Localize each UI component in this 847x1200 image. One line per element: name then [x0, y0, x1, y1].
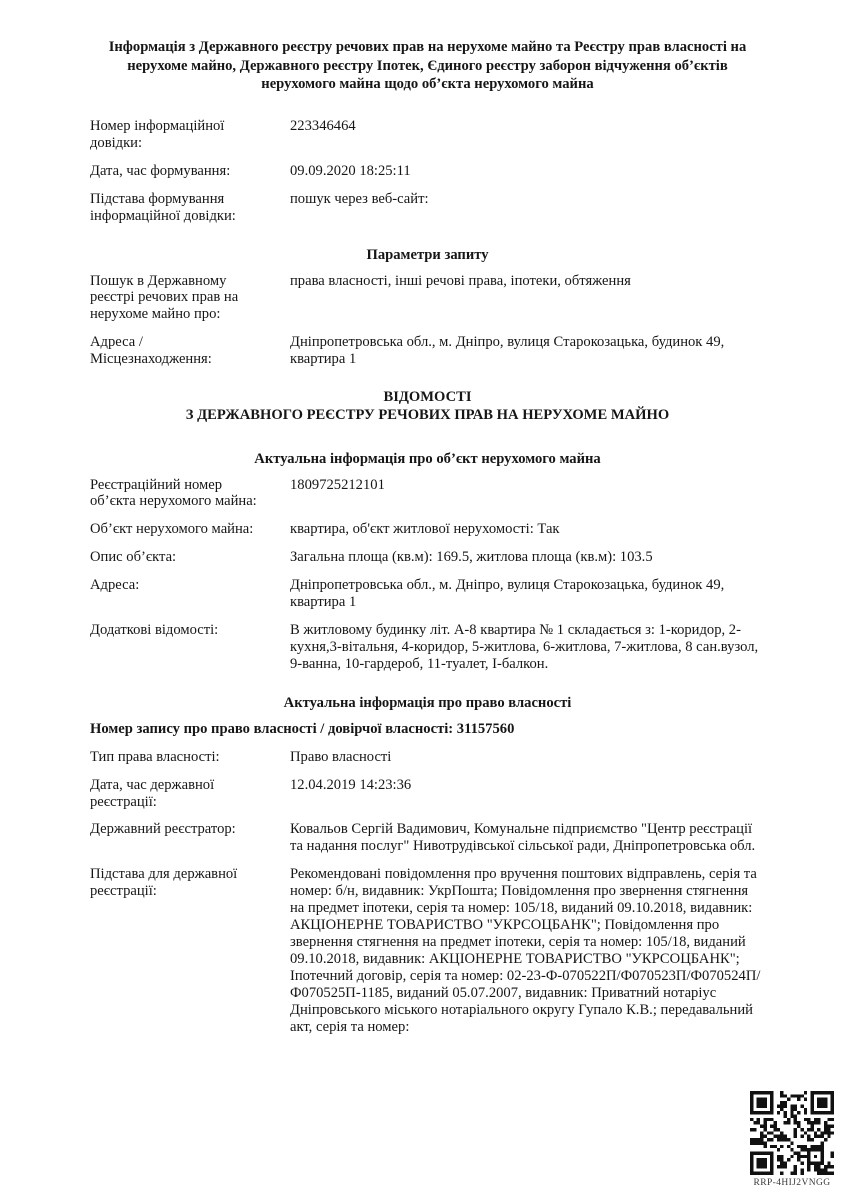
section-heading-query-params: Параметри запиту	[366, 246, 489, 263]
field-label: Дата, час державної реєстрації:	[90, 776, 215, 810]
field-value: 1809725212101	[290, 476, 385, 493]
field-value: 12.04.2019 14:23:36	[290, 776, 412, 793]
row-search-subject	[90, 273, 765, 324]
field-value: Загальна площа (кв.м): 169.5, житлова площа (кв.м): 103.5	[290, 549, 653, 566]
field-label: Опис об’єкта:	[90, 549, 177, 566]
field-label: Підстава для державної реєстрації:	[90, 866, 238, 900]
field-value: Право власності	[290, 748, 392, 765]
row-query-address	[90, 334, 765, 368]
field-label: Підстава формування інформаційної довідки:	[90, 190, 236, 224]
register-heading-line1: ВІДОМОСТІ	[383, 389, 472, 406]
field-label: Тип права власності:	[90, 748, 220, 765]
field-value: Дніпропетровська обл., м. Дніпро, вулиця Старокозацька, будинок 49, квартира 1	[290, 334, 725, 368]
field-value: Рекомендовані повідомлення про вручення поштових відправлень, серія та номер: б/н, видавник: УкрПошта; Повідомлення про звернення стягнення на предмет іпотеки, серія та номер: 105/18, виданий 09.10.2018, видавник: АКЦІОНЕРНЕ ТОВАРИСТВО "УКРСОЦБАНК"; Повідомлення про звернення стягнення на предмет іпотеки, серія та номер: 105/18, виданий 09.10.2018, видавник: АКЦІОНЕРНЕ ТОВАРИСТВО "УКРСОЦБАНК"; Іпотечний договір, серія та номер: 02-23-Ф-070522П/Ф070523П/Ф070524П/Ф070525П-1185, виданий 05.07.2007, видавник: Приватний нотаріус Дніпровського міського нотаріального округу Гупало К.В.; передавальний акт, серія та номер:	[290, 866, 761, 1035]
field-value: квартира, об'єкт житлової нерухомості: Так	[290, 521, 560, 538]
row-ownership-type	[90, 749, 765, 766]
row-additional-info	[90, 622, 765, 673]
field-value: пошук через веб-сайт:	[290, 190, 429, 207]
document-content	[90, 38, 765, 1047]
document-title: Інформація з Державного реєстру речових прав на нерухоме майно та Реєстру прав власності на нерухоме майно, Державного реєстру Іпотек, Єдиного реєстру заборон відчуження об’єктів нерухомого майна щодо об’єкта нерухомого майна	[108, 39, 747, 93]
field-label: Державний реєстратор:	[90, 821, 236, 838]
field-label: Реєстраційний номер об’єкта нерухомого майна:	[90, 476, 257, 510]
qr-block	[742, 1091, 842, 1189]
field-value: 223346464	[290, 118, 356, 135]
register-heading	[90, 388, 765, 424]
row-registration-datetime	[90, 777, 765, 811]
field-label: Номер інформаційної довідки:	[90, 118, 225, 151]
field-label: Пошук в Державному реєстрі речових прав на нерухоме майно про:	[90, 272, 239, 323]
ownership-record-number-line: Номер запису про право власності / довірчої власності: 31157560	[90, 720, 515, 737]
row-object-description	[90, 549, 765, 566]
field-value: Дніпропетровська обл., м. Дніпро, вулиця Старокозацька, будинок 49, квартира 1	[290, 577, 725, 611]
section-heading-object-info: Актуальна інформація про об’єкт нерухомого майна	[254, 450, 601, 467]
register-heading-line2: З ДЕРЖАВНОГО РЕЄСТРУ РЕЧОВИХ ПРАВ НА НЕРУХОМЕ МАЙНО	[185, 407, 670, 424]
section-heading-ownership-info: Актуальна інформація про право власності	[283, 694, 572, 711]
row-certificate-number	[90, 118, 765, 152]
field-label: Об’єкт нерухомого майна:	[90, 521, 254, 538]
field-label: Дата, час формування:	[90, 162, 231, 179]
qr-caption: RRP-4HIJ2VNGG	[753, 1178, 831, 1188]
row-formation-datetime	[90, 163, 765, 180]
row-object-address	[90, 577, 765, 611]
field-label: Додаткові відомості:	[90, 622, 219, 639]
row-state-registrar	[90, 821, 765, 855]
field-value: Ковальов Сергій Вадимович, Комунальне підприємство "Центр реєстрації та надання послуг" Нивотрудівської сільської ради, Дніпропетровська обл.	[290, 821, 756, 855]
qr-code-icon	[750, 1091, 834, 1175]
field-value: 09.09.2020 18:25:11	[290, 162, 411, 179]
field-label: Адреса / Місцезнаходження:	[90, 334, 212, 368]
row-formation-basis	[90, 191, 765, 225]
field-value: В житловому будинку літ. А-8 квартира № 1 складається з: 1-коридор, 2-кухня,3-вітальня, 4-коридор, 5-житлова, 6-житлова, 7-житлова, 8 сан.вузол, 9-ванна, 10-гардероб, 11-туалет, І-балкон.	[290, 622, 759, 672]
row-registration-number	[90, 477, 765, 511]
field-label: Адреса:	[90, 577, 140, 594]
row-object-type	[90, 521, 765, 538]
row-registration-basis	[90, 866, 765, 1035]
field-value: права власності, інші речові права, іпотеки, обтяження	[290, 272, 631, 289]
